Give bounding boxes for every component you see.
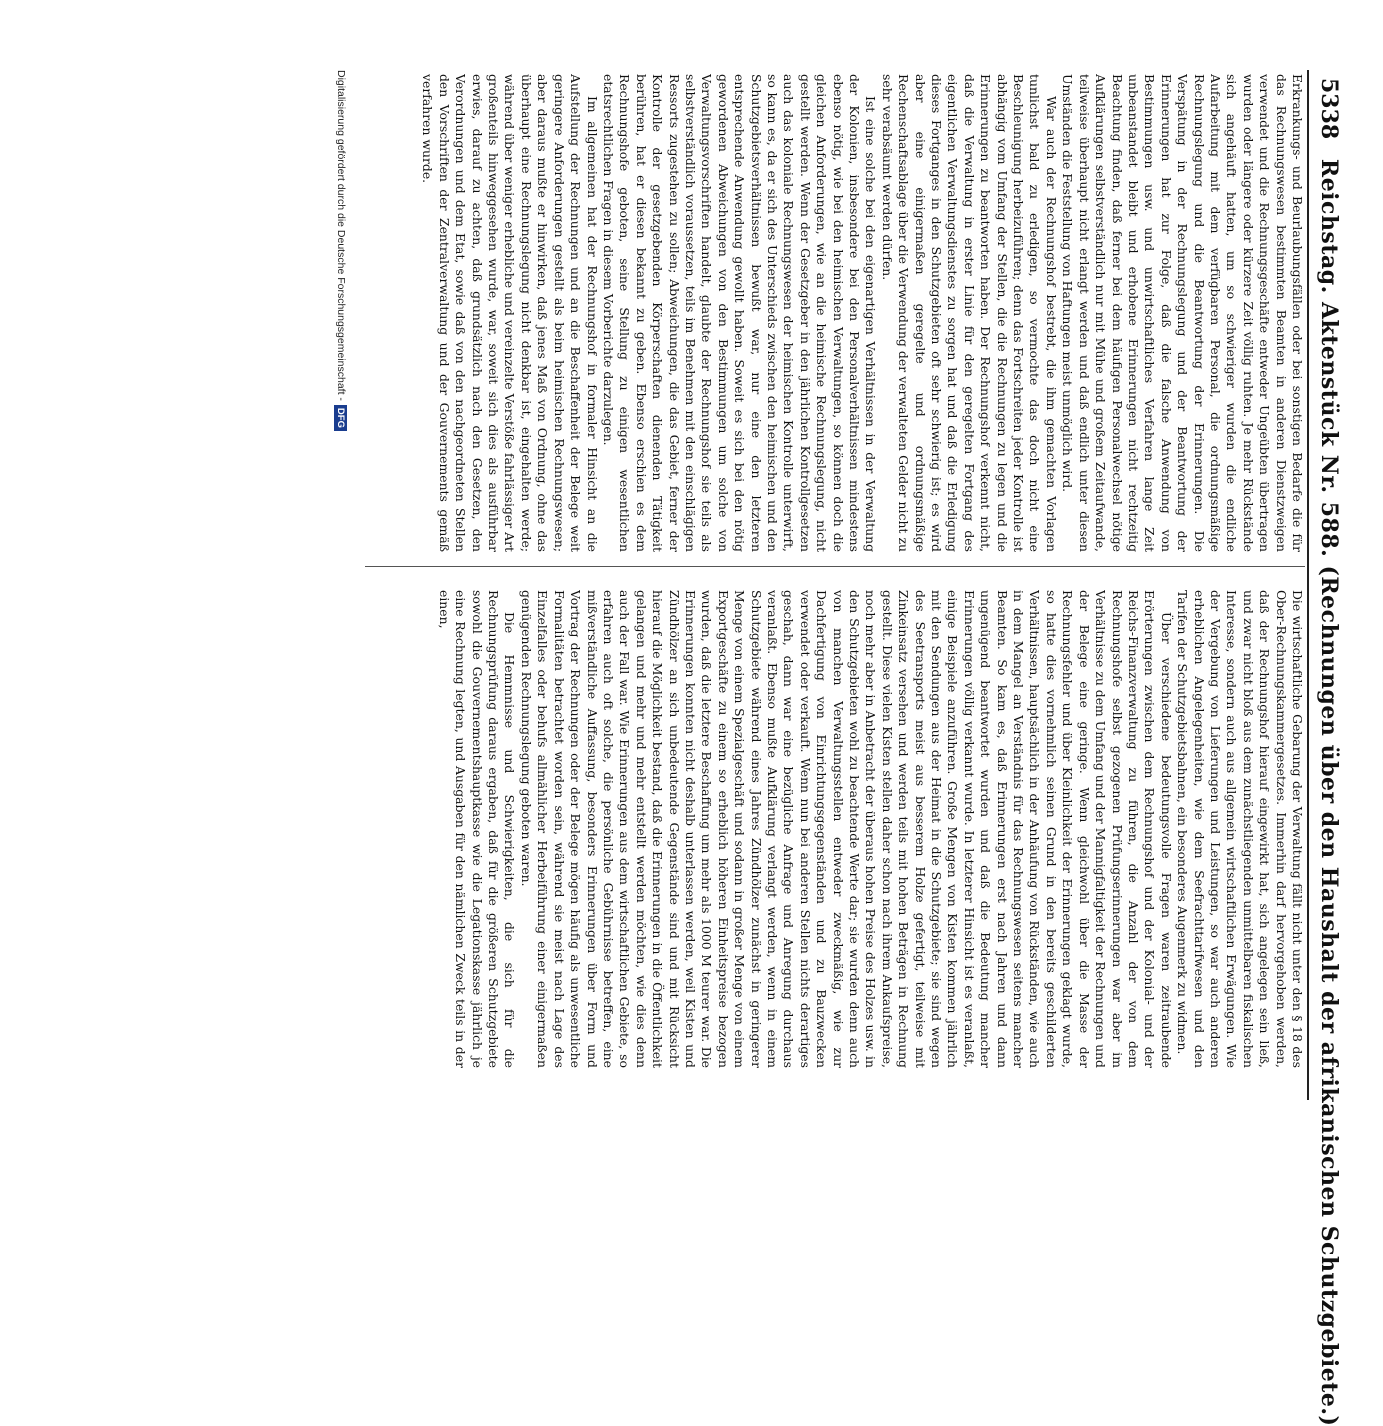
- paragraph: Die Hemmnisse und Schwierigkeiten, die sich für die Rechnungsprüfung daraus ergaben, daß für die größeren Schutzgebiete sowohl die Gouvernementshauptkasse wie die Legationskasse jährlich je eine Rechnung legten, und Ausgaben für den nämlichen Zweck teils in der einen,: [436, 590, 518, 1068]
- dfg-logo: DFG: [334, 405, 347, 431]
- page-number: 5338: [1316, 78, 1342, 140]
- column-divider: [365, 566, 1305, 567]
- paragraph: Über verschiedene bedeutungsvolle Fragen waren zeitraubende Erörterungen zwischen dem Rechnungshof und der Kolonial- und der Reichs-Finanzverwaltung zu führen, die Anzahl der von dem Rechnungshofe selbst gezogenen Prüfungserinnerungen war aber im Verhältnisse zu dem Umfang und der Mannigfaltigkeit der Rechnungen und der Belege eine geringe. Wenn gleichwohl über die Masse der Rechnungsfehler und über Kleinlichkeit der Erinnerungen geklagt wurde, so hatte dies vornehmlich seinen Grund in den bereits geschilderten Verhältnissen, hauptsächlich in der Anhäufung von Rückständen, wie auch in dem Mangel an Verständnis für das Rechnungswesen seitens mancher Beamten. So kam es, daß Erinnerungen erst nach Jahren und dann ungenügend beantwortet wurden und daß die Bedeutung mancher Erinnerungen völlig verkannt wurde. In letzterer Hinsicht ist es veranlaßt, einige Beispiele anzuführen. Große Mengen von Kisten kommen jährlich mit den Sendungen aus der Heimat in die Schutzgebiete; sie sind wegen des Seetransports meist aus besserem Holze gefertigt, teilweise mit Zinkeinsatz versehen und werden teils mit hohen Beträgen in Rechnung gestellt. Diese vielen Kisten stellen daher schon nach ihrem Ankaufspreise, noch mehr aber in Anbetracht der überaus hohen Preise des Holzes usw. in den Schutzgebieten wohl zu beachtende Werte dar; sie wurden denn auch von manchen Verwaltungsstellen entweder zweckmäßig, wie zur Dachfertigung von Einrichtungsgegenständen und zu Bauzwecken verwendet oder verkauft. Wenn nun bei anderen Stellen nichts derartiges geschah, dann war eine bezügliche Anfrage und Anregung durchaus veranlaßt. Ebenso mußte Aufklärung verlangt werden, wenn in einem Schutzgebiete während eines Jahres Zündhölzer zunächst in geringerer Menge von einem Spezialgeschäft und sodann in großer Menge von einem Exportgeschäfte zu einem so erheblich höheren Einheitspreise bezogen wurden, daß die letztere Beschaffung um mehr als 1000 M teurer war. Die Erinnerungen konnten nicht deshalb unterlassen werden, weil Kisten und Zündhölzer an sich unbedeutende Gegenstände sind und mit Rücksicht hierauf die Möglichkeit bestand, daß die Erinnerungen in die Öffentlichkeit gelangen und mehr und mehr entstellt werden möchten, wie dies denn auch der Fall war. Wie Erinnerungen aus dem wirtschaftlichen Gebiete, so erfahren auch oft solche, die persönliche Gebührnisse betreffen, eine mißverständliche Auffassung, besonders Erinnerungen über Form und Vortrag der Rechnungen oder der Belege mögen häufig als unwesentliche Formalitäten betrachtet worden sein, während sie meist nach Lage des Einzelfalles oder behufs allmählicher Herbeiführung einer einigermaßen genügenden Rechnungslegung geboten waren.: [518, 590, 1174, 1068]
- paragraph: Im allgemeinen hat der Rechnungshof in formaler Hinsicht an die Aufstellung der Rechnungen und an die Beschaffenheit der Belege weit geringere Anforderungen gestellt als beim heimischen Rechnungswesen; aber daraus mußte er hinwirken, daß jenes Maß von Ordnung, ohne das überhaupt eine Rechnungslegung nicht denkbar ist, eingehalten werde; während über weniger erhebliche und vereinzelte Verstöße fahrlässiger Art großenteils hinweggesehen wurde, war, soweit sich dies als ausführbar erwies, darauf zu achten, daß grundsätzlich nach den Gesetzen, den Verordnungen und dem Etat, sowie daß von den nachgeordneten Stellen den Vorschriften der Zentralverwaltung und der Gouvernements gemäß verfahren wurde.: [420, 74, 600, 552]
- paragraph: War auch der Rechnungshof bestrebt, die ihm gemachten Vorlagen tunlichst bald zu erledigen, so vermochte das doch nicht eine Beschleunigung herbeizuführen; denn das Fortschreiten jeder Kontrolle ist abhängig vom Umfang der Stellen, die die Rechnungen zu legen und die Erinnerungen zu beantworten haben. Der Rechnungshof verkennt nicht, daß die Verwaltung in erster Linie für den geregelten Fortgang des eigentlichen Verwaltungsdienstes zu sorgen hat und daß die Erledigung dieses Fortganges in den Schutzgebieten oft sehr schwierig ist; es wird aber eine einigermaßen geregelte und ordnungsmäßige Rechenschaftsablage über die Verwendung der verwalteten Gelder nicht zu sehr verabsäumt werden dürfen.: [879, 74, 1059, 552]
- header-rule: [1307, 70, 1309, 1100]
- digitization-credit: [332, 70, 350, 1070]
- paragraph: Die wirtschaftliche Gebarung der Verwaltung fällt nicht unter den § 18 des Ober-Rechnungskammergesetzes. Immerhin darf hervorgehoben werden, daß der Rechnungshof hierauf eingewirkt hat, sich angelegen sein ließ, und zwar nicht bloß aus dem zunächstliegenden unmittelbaren fiskalischen Interesse, sondern auch aus allgemein wirtschaftlichen Erwägungen. Wie der Vergebung von Lieferungen und Leistungen, so war auch anderen erheblichen Angelegenheiten, wie dem Seefrachttarifwesen und den Tarifen der Schutzgebietsbahnen, ein besonderes Augenmerk zu widmen.: [1175, 590, 1305, 1068]
- page-header: [1313, 78, 1345, 1426]
- rotated-document-page: [75, 70, 1345, 1426]
- paragraph: Erkrankungs- und Beurlaubungsfällen oder bei sonstigen Bedarfe die für das Rechnungswesen bestimmten Beamten in anderen Dienstzweigen verwendet und die Rechnungsgeschäfte entweder Ungeübten übertragen wurden oder längere oder kürzere Zeit völlig ruhten. Je mehr Rückstände sich angehäuft hatten, um so schwieriger wurden die endliche Aufarbeitung mit dem verfügbaren Personal, die ordnungsmäßige Rechnungslegung und die Beantwortung der Erinnerungen. Die Verspätung in der Rechnungslegung und der Beantwortung der Erinnerungen hat zur Folge, daß die falsche Anwendung von Bestimmungen usw. und unwirtschaftliches Verfahren lange Zeit unbeanstandet bleibt und erhobene Erinnerungen nicht rechtzeitig Beachtung finden, daß ferner bei dem häufigen Personalwechsel nötige Aufklärungen selbstverständlich nur mit Mühe und großem Zeitaufwande, teilweise überhaupt nicht erlangt werden und daß endlich unter diesen Umständen die Feststellung von Haftungen meist unmöglich wird.: [1060, 74, 1305, 552]
- paragraph: Ist eine solche bei den eigenartigen Verhältnissen in der Verwaltung der Kolonien, insbesondere bei den Personalverhältnissen mindestens ebenso nötig, wie bei den heimischen Verwaltungen, so können doch die gleichen Anforderungen, wie an die heimische Rechnungslegung, nicht gestellt werden. Wenn der Gesetzgeber in den jährlichen Kontrollgesetzen auch das koloniale Rechnungswesen der heimischen Kontrolle unterwirft, so kann es, da er sich des Unterschieds zwischen den heimischen und den Schutzgebietsverhältnissen bewußt war, nur eine den letzteren entsprechende Anwendung gewollt haben. Soweit es sich bei den nötig gewordenen Abweichungen von den Bestimmungen um solche von Verwaltungsvorschriften handelt, glaubte der Rechnungshof sie teils als selbstverständlich voraussetzen, teils im Benehmen mit den einschlägigen Ressorts zugestehen zu sollen; Abweichungen, die das Gebiet, ferner der Kontrolle der gesetzgebenden Körperschaften dienenden Tätigkeit berühren, hat er diesen bekannt zu geben. Ebenso erschien es dem Rechnungshofe geboten, seine Stellung zu einigen wesentlichen etatsrechtlichen Fragen in diesem Vorberichte darzulegen.: [600, 74, 879, 552]
- page-title: Reichstag. Aktenstück Nr. 588. (Rechnungen über den Haushalt der afrikanischen Schutzgebiete.): [1316, 158, 1342, 1426]
- credit-text: Digitalisierung gefördert durch die Deutsche Forschungsgemeinschaft -: [335, 70, 347, 401]
